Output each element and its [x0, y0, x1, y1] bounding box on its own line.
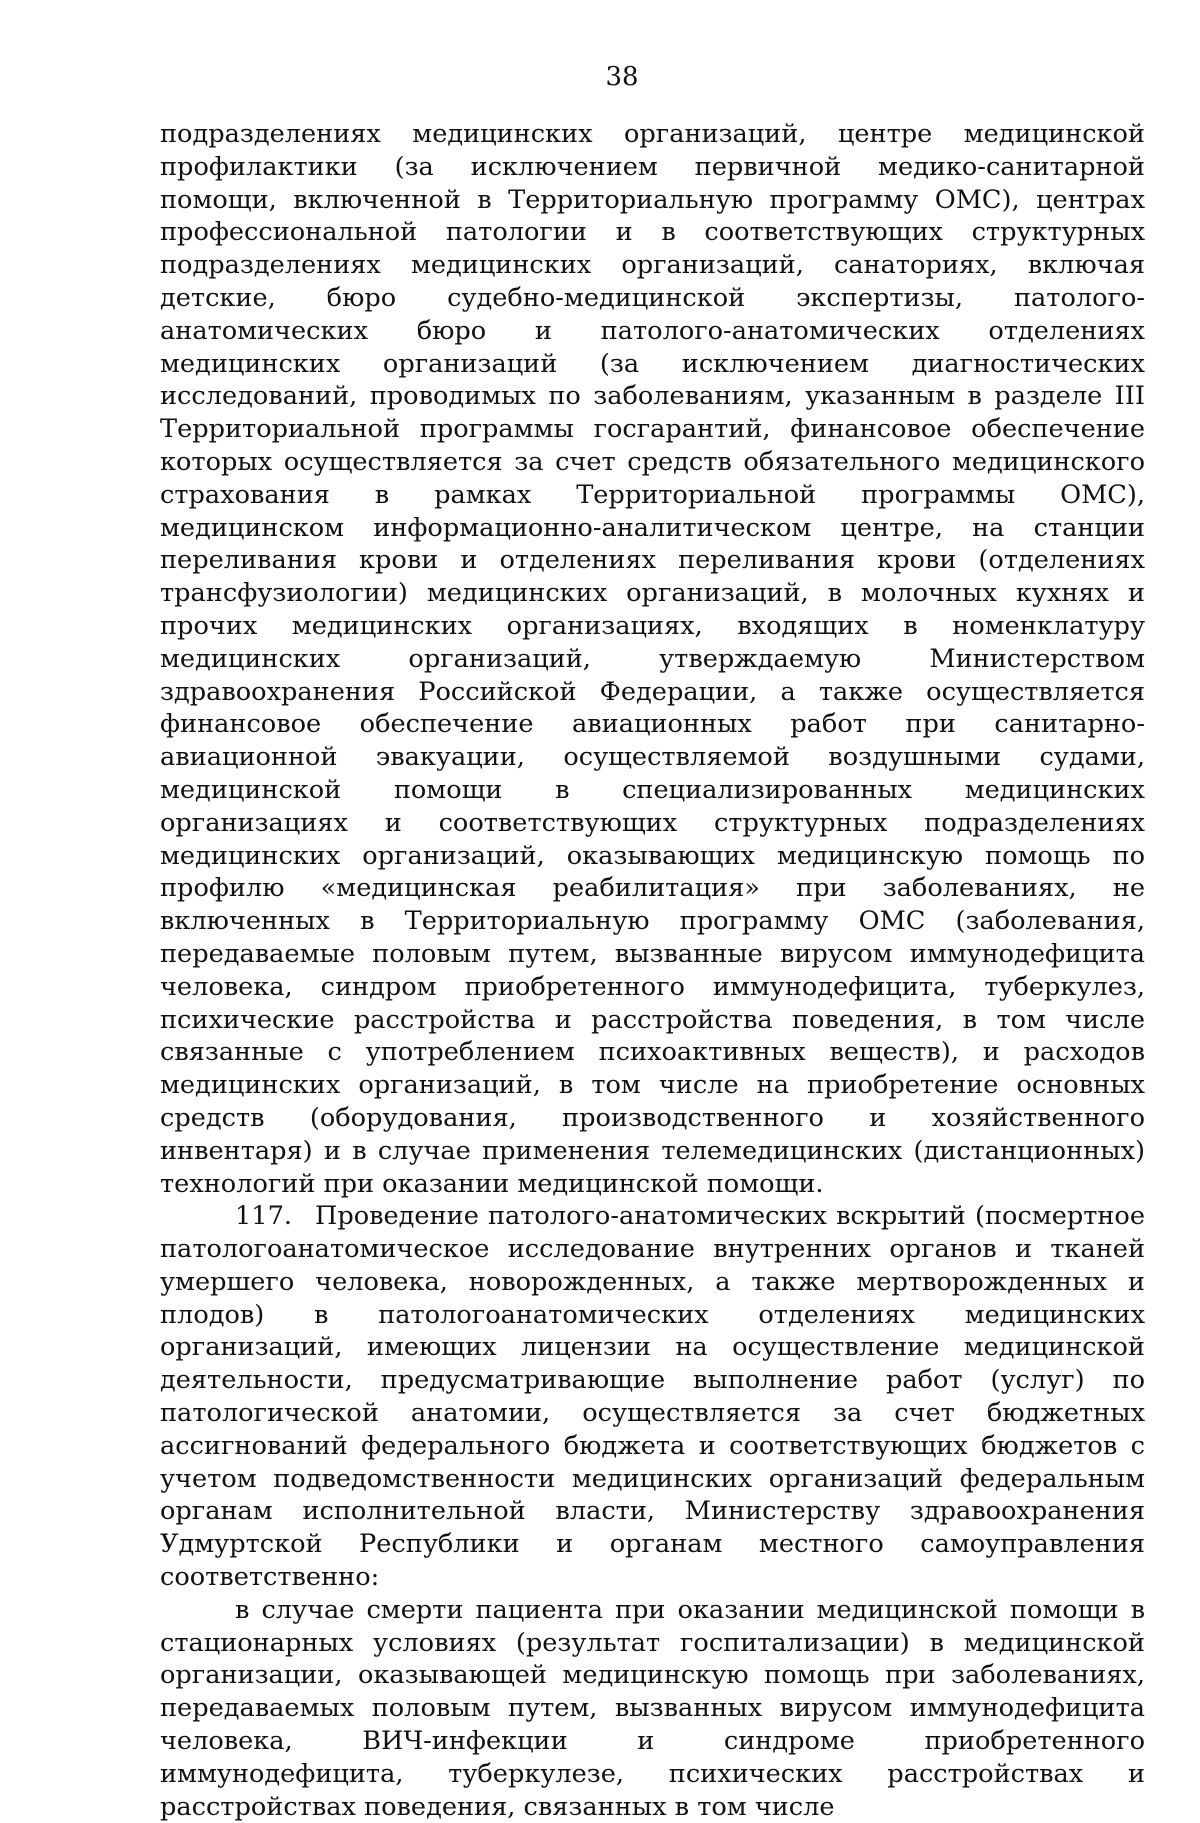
item-number: 117.	[235, 1201, 292, 1232]
paragraph-continuation: подразделениях медицинских организаций, центре медицинской профилактики (за исключением первичной медико-санитарной помощи, включенной в Территориальную программу ОМС), центрах профессиональной патологии и в соответствующих структурных подразделениях медицинских организаций, санаториях, включая детские, бюро судебно-медицинской экспертизы, патолого-анатомических бюро и патолого-анатомических отделениях медицинских организаций (за исключением диагностических исследований, проводимых по заболеваниям, указанным в разделе III Территориальной программы госгарантий, финансовое обеспечение которых осуществляется за счет средств обязательного медицинского страхования в рамках Территориальной программы ОМС), медицинском информационно-аналитическом центре, на станции переливания крови и отделениях переливания крови (отделениях трансфузиологии) медицинских организаций, в молочных кухнях и прочих медицинских организациях, входящих в номенклатуру медицинских организаций, утверждаемую Министерством здравоохранения Российской Федерации, а также осуществляется финансовое обеспечение авиационных работ при санитарно-авиационной эвакуации, осуществляемой воздушными судами, медицинской помощи в специализированных медицинских организациях и соответствующих структурных подразделениях медицинских организаций, оказывающих медицинскую помощь по профилю «медицинская реабилитация» при заболеваниях, не включенных в Территориальную программу ОМС (заболевания, передаваемые половым путем, вызванные вирусом иммунодефицита человека, синдром приобретенного иммунодефицита, туберкулез, психические расстройства и расстройства поведения, в том числе связанные с употреблением психоактивных веществ), и расходов медицинских организаций, в том числе на приобретение основных средств (оборудования, производственного и хозяйственного инвентаря) и в случае применения телемедицинских (дистанционных) технологий при оказании медицинской помощи.	[160, 119, 1145, 1199]
page-number: 38	[605, 62, 639, 92]
document-body	[160, 118, 1145, 1823]
paragraph-item-117-case: в случае смерти пациента при оказании медицинской помощи в стационарных условиях (результат госпитализации) в медицинской организации, оказывающей медицинскую помощь при заболеваниях, передаваемых половым путем, вызванных вирусом иммунодефицита человека, ВИЧ-инфекции и синдроме приобретенного иммунодефицита, туберкулезе, психических расстройствах и расстройствах поведения, связанных в том числе	[160, 1594, 1145, 1822]
item-117-text: Проведение патолого-анатомических вскрытий (посмертное патологоанатомическое исследование внутренних органов и тканей умершего человека, новорожденных, а также мертворожденных и плодов) в патологоанатомических отделениях медицинских организаций, имеющих лицензии на осуществление медицинской деятельности, предусматривающие выполнение работ (услуг) по патологической анатомии, осуществляется за счет бюджетных ассигнований федерального бюджета и соответствующих бюджетов с учетом подведомственности медицинских организаций федеральным органам исполнительной власти, Министерству здравоохранения Удмуртской Республики и органам местного самоуправления соответственно:	[160, 1201, 1145, 1593]
paragraph-item-117	[160, 1200, 1145, 1594]
